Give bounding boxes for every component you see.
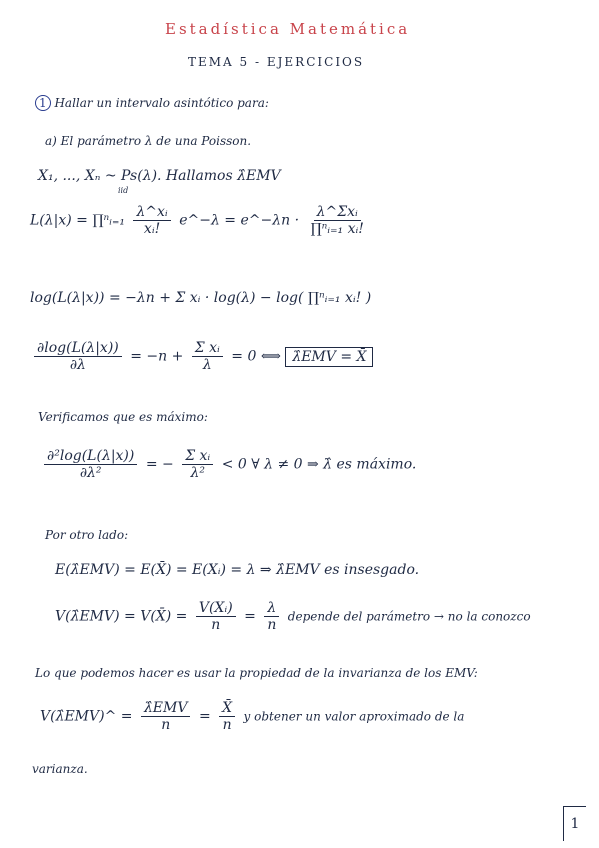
second-derivative-den: ∂λ²: [79, 465, 102, 481]
variance-rest: depende del parámetro → no la conozco: [287, 609, 531, 624]
derivative-mid: = −n +: [130, 348, 184, 365]
likelihood-fraction: [307, 204, 366, 237]
exercise-number: 1: [35, 95, 51, 111]
derivative-rest: = 0 ⟺: [231, 348, 281, 365]
exp-term: e^−λ =: [179, 212, 237, 229]
derivative-den: ∂λ: [69, 357, 86, 373]
exercise-statement: [35, 95, 269, 111]
sum-over-lambda: [192, 340, 223, 373]
second-derivative-mid: = −: [145, 456, 174, 473]
poisson-term-num: λ^xᵢ: [133, 204, 170, 221]
second-derivative: [40, 448, 416, 481]
variance-f1-num: V(Xᵢ): [196, 600, 236, 617]
likelihood-num: λ^Σxᵢ: [314, 204, 361, 221]
second-derivative-fraction: [44, 448, 137, 481]
exp-n-term: e^−λn ·: [240, 212, 300, 229]
variance-fraction-1: [196, 600, 236, 633]
variance-f1-den: n: [211, 617, 221, 633]
sum-over-lambda-squared: [182, 448, 213, 481]
est-f1-den: n: [161, 717, 171, 733]
likelihood-den: ∏ⁿᵢ₌₁ xᵢ!: [310, 221, 364, 237]
est-f2-num: X̄: [219, 700, 235, 717]
poisson-term: [133, 204, 170, 237]
verify-text: Verificamos que es máximo:: [38, 410, 208, 424]
derivative-num: ∂log(L(λ|x)): [34, 340, 122, 357]
sum-num: Σ xᵢ: [192, 340, 223, 357]
other-side-text: Por otro lado:: [45, 528, 129, 542]
log-likelihood: log(L(λ|x)) = −λn + Σ xᵢ · log(λ) − log( ∏ⁿᵢ₌₁ xᵢ! ): [30, 290, 372, 306]
variance-f2-num: λ: [264, 600, 279, 617]
poisson-term-den: xᵢ!: [143, 221, 161, 237]
derivative-equation: [30, 340, 373, 373]
estimated-variance-fraction-1: [141, 700, 191, 733]
invariance-text: Lo que podemos hacer es usar la propiedad de la invarianza de los EMV:: [35, 666, 478, 680]
iid-note: iid: [118, 186, 129, 195]
page-title: Estadística Matemática: [165, 20, 411, 38]
derivative-fraction: [34, 340, 122, 373]
likelihood-lhs: L(λ|x) =: [30, 212, 88, 229]
estimated-variance-rest: y obtener un valor aproximado de la: [243, 709, 465, 724]
variance-f2-den: n: [267, 617, 277, 633]
product-symbol: ∏ⁿᵢ₌₁: [92, 212, 125, 229]
estimated-variance-lhs: V(λ̂EMV)^ =: [40, 708, 133, 725]
sample-line: [38, 168, 281, 184]
emv-result-box: λ̂EMV = X̄: [285, 347, 373, 367]
likelihood-equation: [30, 204, 371, 237]
sample-text: X₁, ..., Xₙ ~ Ps(λ). Hallamos λ̂EMV: [38, 168, 281, 184]
sum2-den: λ²: [190, 465, 205, 481]
est-f1-num: λ̂EMV: [141, 700, 191, 717]
estimated-variance-line: [40, 700, 464, 733]
est-f2-den: n: [222, 717, 232, 733]
variance-eq: =: [244, 608, 256, 625]
expectation-line: E(λ̂EMV) = E(X̄) = E(Xᵢ) = λ ⇒ λ̂EMV es insesgado.: [55, 562, 420, 578]
variance-line: [55, 600, 531, 633]
varianza-text: varianza.: [32, 762, 88, 776]
sum2-num: Σ xᵢ: [182, 448, 213, 465]
second-derivative-num: ∂²log(L(λ|x)): [44, 448, 137, 465]
sum-den: λ: [202, 357, 212, 373]
page-number: 1: [563, 806, 586, 841]
part-a-statement: a) El parámetro λ de una Poisson.: [45, 134, 252, 148]
variance-fraction-2: [264, 600, 279, 633]
estimated-variance-fraction-2: [219, 700, 235, 733]
page-subtitle: TEMA 5 - EJERCICIOS: [188, 55, 365, 69]
exercise-text: Hallar un intervalo asintótico para:: [54, 96, 269, 110]
variance-lhs: V(λ̂EMV) = V(X̄) =: [55, 608, 188, 625]
second-derivative-rest: < 0 ∀ λ ≠ 0 ⇒ λ̂ es máximo.: [221, 456, 417, 473]
estimated-variance-eq: =: [198, 708, 211, 725]
